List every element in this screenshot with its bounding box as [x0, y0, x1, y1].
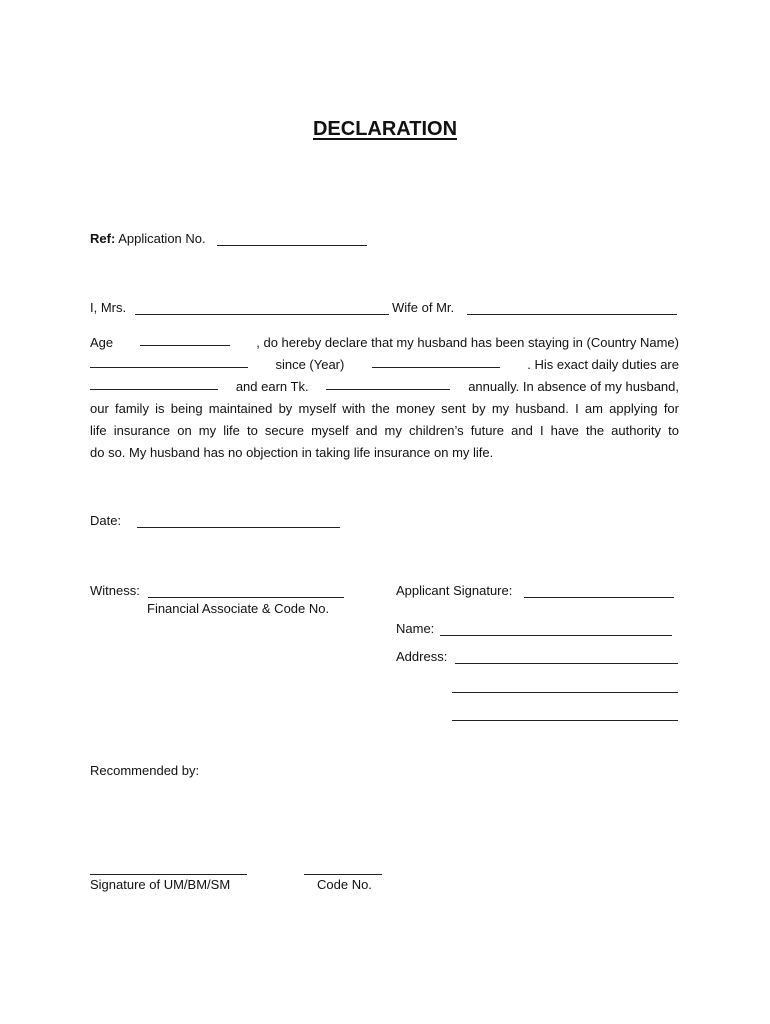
ref-line [90, 231, 206, 246]
name-field[interactable] [440, 635, 672, 636]
applicant-signature-field[interactable] [524, 597, 674, 598]
address-field-3[interactable] [452, 720, 678, 721]
application-no-label: Application No. [118, 231, 206, 246]
mrs-name-field[interactable] [135, 314, 389, 315]
declare-text: , do hereby declare that my husband has been staying in (Country Name) [256, 335, 679, 350]
daily-duties-field[interactable] [90, 376, 218, 390]
earnings-field[interactable] [326, 376, 450, 390]
code-no-label: Code No. [317, 877, 372, 892]
husband-name-field[interactable] [467, 314, 677, 315]
earn-text: and earn Tk. [235, 379, 309, 394]
code-no-field[interactable] [304, 874, 382, 875]
para-line-6: do so. My husband has no objection in taking life insurance on my life. [90, 445, 494, 460]
wife-of-label: Wife of Mr. [392, 300, 455, 315]
address-label: Address: [396, 649, 448, 664]
financial-associate-label: Financial Associate & Code No. [147, 601, 330, 616]
year-field[interactable] [372, 354, 500, 368]
witness-field[interactable] [148, 597, 344, 598]
um-bm-sm-signature-label: Signature of UM/BM/SM [90, 877, 231, 892]
para-row-1 [90, 332, 679, 354]
ref-label: Ref: [90, 231, 116, 246]
para-row-2 [90, 354, 679, 376]
para-line-4: our family is being maintained by myself with the money sent by my husband. I am applying for [90, 401, 679, 416]
declaration-paragraph [90, 332, 679, 464]
since-year-text: since (Year) [275, 357, 345, 372]
um-bm-sm-signature-field[interactable] [90, 874, 247, 875]
age-field[interactable] [140, 332, 230, 346]
recommended-by-label: Recommended by: [90, 763, 200, 778]
mrs-label: I, Mrs. [90, 300, 127, 315]
name-label: Name: [396, 621, 435, 636]
address-field-2[interactable] [452, 692, 678, 693]
address-field-1[interactable] [455, 663, 678, 664]
annually-text: annually. In absence of my husband, [468, 379, 679, 394]
para-line-5: life insurance on my life to secure myself and my children’s future and I have the authority to [90, 423, 679, 438]
date-field[interactable] [137, 527, 340, 528]
witness-label: Witness: [90, 583, 140, 598]
duties-text: . His exact daily duties are [527, 357, 679, 372]
applicant-signature-label: Applicant Signature: [396, 583, 513, 598]
age-label: Age [90, 335, 114, 350]
application-no-field[interactable] [217, 245, 367, 246]
para-row-3 [90, 376, 679, 398]
page-title: DECLARATION [312, 118, 458, 140]
country-name-field[interactable] [90, 354, 248, 368]
date-label: Date: [90, 513, 122, 528]
